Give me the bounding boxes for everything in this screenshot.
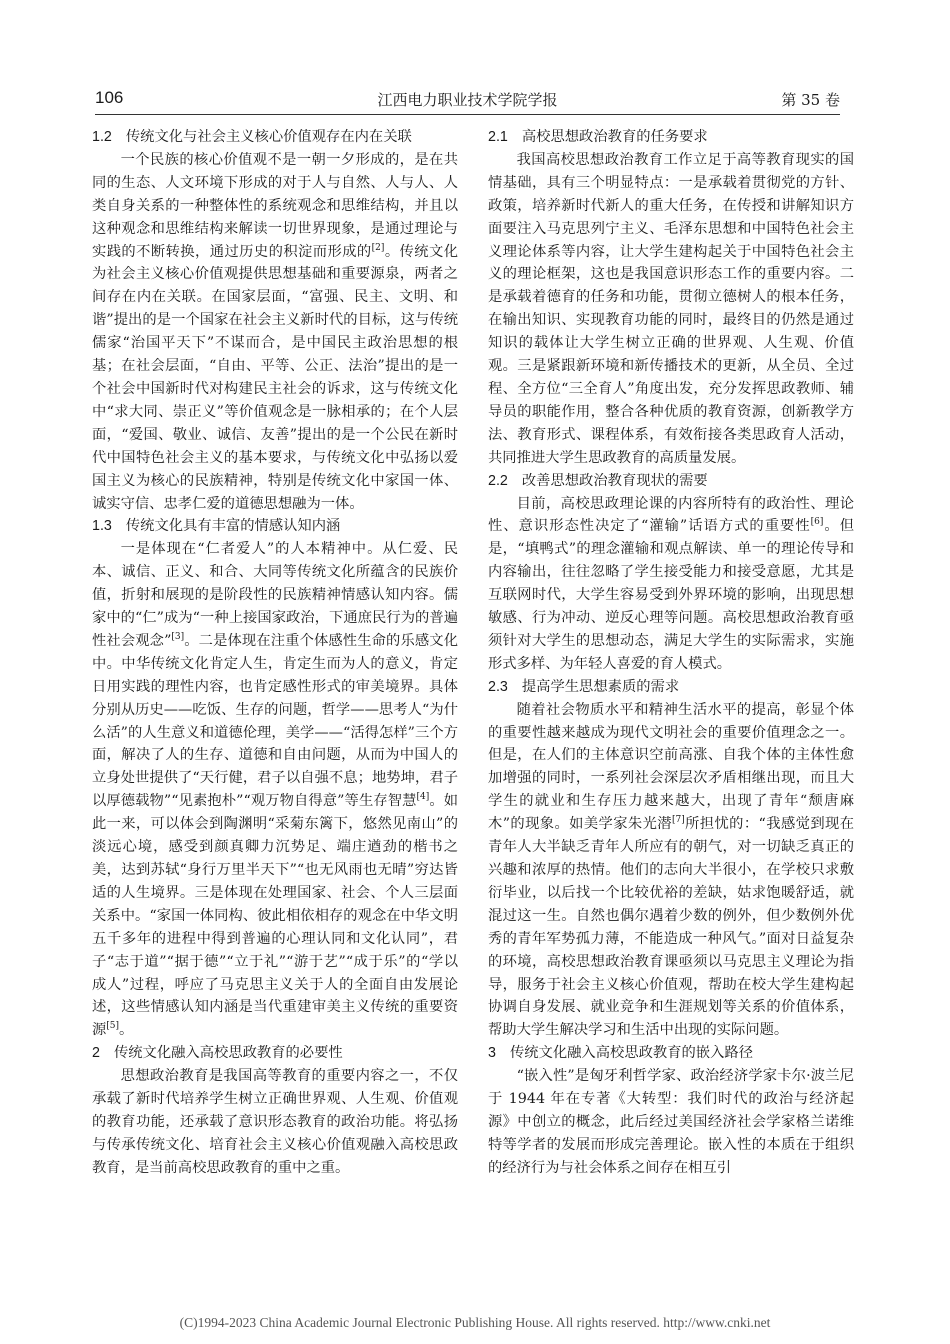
paragraph: 一个民族的核心价值观不是一朝一夕形成的，是在共同的生态、人文环境下形成的对于人与自然、人与人、人类自身关系的一种整体性的系统观念和思维结构，并且以这种观念和思维结构来解读一切世界现象，是通过理论与实践的不断转换，通过历史的积淀而形成的[2]。传统文化为社会主义核心价值观提供思想基础和重要源泉，两者之间存在内在关联。在国家层面，“富强、民主、文明、和谐”提出的是一个国家在社会主义新时代的目标，这与传统儒家“治国平天下”不谋而合，是中国民主政治思想的根基；在社会层面，“自由、平等、公正、法治”提出的是一个社会中国新时代对构建民主社会的诉求，这与传统文化中“求大同、崇正义”等价值观念是一脉相承的；在个人层面，“爱国、敬业、诚信、友善”提出的是一个公民在新时代中国特色社会主义的基本要求，与传统文化中弘扬以爱国主义为核心的民族精神，特别是传统文化中家国一体、诚实守信、忠孝仁爱的道德思想融为一体。: [92, 151, 458, 512]
section-heading-1-2: 1.2 传统文化与社会主义核心价值观存在内在关联: [92, 129, 412, 145]
citation-ref[interactable]: [6]: [810, 517, 824, 528]
paragraph: 随着社会物质水平和精神生活水平的提高，彰显个体的重要性越来越成为现代文明社会的重要价值理念之一。但是，在人们的主体意识空前高涨、自我个体的主体性愈加增强的同时，一系列社会深层次矛盾相继出现，而且大学生的就业和生存压力越来越大，出现了青年“颓唐麻木”的现象。如美学家朱光潜[7]所担忧的：“我感觉到现在青年人大半缺乏青年人所应有的朝气，对一切缺乏真正的兴趣和浓厚的热情。他们的志向大半很小，在学校只求敷衍毕业，以后找一个比较优裕的差缺，姑求饱暖舒适，就混过这一生。自然也偶尔遇着少数的例外，但少数例外优秀的青年军势孤力薄，不能造成一种风气。”面对日益复杂的环境，高校思想政治教育课亟须以马克思主义理论为指导，服务于社会主义核心价值观，帮助在校大学生建构起协调自身发展、就业竞争和生涯规划等关系的价值体系，帮助大学生解决学习和生活中出现的实际问题。: [488, 701, 854, 1039]
paragraph: “嵌入性”是匈牙利哲学家、政治经济学家卡尔·波兰尼于 1944 年在专著《大转型：我们时代的政治与经济起源》中创立的概念，此后经过美国经济社会学家格兰诺维特等学者的发展而形成完善理论。嵌入性的本质在于组织的经济行为与社会体系之间存在相互引: [488, 1068, 854, 1176]
citation-ref[interactable]: [7]: [671, 815, 685, 826]
right-column: [488, 126, 854, 1180]
page-number: 106: [95, 88, 124, 107]
paragraph: 我国高校思想政治教育工作立足于高等教育现实的国情基础，具有三个明显特点：一是承载着贯彻党的方针、政策，培养新时代新人的重大任务，在传授和讲解知识方面要注入马克思列宁主义、毛泽东思想和中国特色社会主义理论体系等内容，让大学生建构起关于中国特色社会主义的理论框架，这也是我国意识形态工作的重要内容。二是承载着德育的任务和功能，贯彻立德树人的根本任务，在输出知识、实现教育功能的同时，最终目的仍然是通过知识的载体让大学生树立正确的世界观、人生观、价值观。三是紧跟新环境和新传播技术的更新，从全员、全过程、全方位“三全育人”角度出发，充分发挥思政教师、辅导员的职能作用，整合各种优质的教育资源，创新教学方法、教育形式、课程体系，有效衔接各类思政育人活动，共同推进大学生思政教育的高质量发展。: [488, 151, 854, 466]
citation-ref[interactable]: [2]: [371, 242, 385, 253]
section-heading-2-3: 2.3 提高学生思想素质的需求: [488, 678, 680, 695]
paragraph: 目前，高校思政理论课的内容所特有的政治性、理论性、意识形态性决定了“灌输”话语方式的重要性[6]。但是，“填鸭式”的理念灌输和观点解读、单一的理论传导和内容输出，往往忽略了学生接受能力和接受意愿，尤其是互联网时代，大学生容易受到外界环境的影响，出现思想敏感、行为冲动、逆反心理等问题。高校思想政治教育亟须针对大学生的思想动态，满足大学生的实际需求，实施形式多样、为年轻人喜爱的育人模式。: [488, 495, 854, 672]
journal-title: 江西电力职业技术学院学报: [377, 91, 558, 109]
header-rule: [95, 114, 840, 115]
section-heading-3: 3 传统文化融入高校思政教育的嵌入路径: [488, 1045, 753, 1062]
citation-ref[interactable]: [4]: [416, 792, 430, 803]
section-heading-2-1: 2.1 高校思想政治教育的任务要求: [488, 129, 708, 145]
paragraph: 思想政治教育是我国高等教育的重要内容之一，不仅承载了新时代培养学生树立正确世界观、人生观、价值观的教育功能，还承载了意识形态教育的政治功能。将弘扬与传承传统文化、培育社会主义核心价值观融入高校思政教育，是当前高校思政教育的重中之重。: [92, 1068, 458, 1176]
left-column: [92, 126, 458, 1180]
section-heading-1-3: 1.3 传统文化具有丰富的情感认知内涵: [92, 518, 341, 535]
volume-label: 第 35 卷: [781, 91, 840, 109]
copyright-footer: (C)1994-2023 China Academic Journal Electronic Publishing House. All rights reserved. http://www.cnki.net: [179, 1315, 771, 1330]
page-header: [95, 88, 840, 112]
section-heading-2-2: 2.2 改善思想政治教育现状的需要: [488, 472, 708, 489]
paragraph: 一是体现在“仁者爱人”的人本精神中。从仁爱、民本、诚信、正义、和合、大同等传统文化所蕴含的民族价值，折射和展现的是阶段性的民族精神情感认知内容。儒家中的“仁”成为“一种上接国家政治，下通庶民行为的普遍性社会观念”[3]。二是体现在注重个体感性生命的乐感文化中。中华传统文化肯定人生，肯定生而为人的意义，肯定日用实践的理性内容，也肯定感性形式的审美境界。具体分别从历史——吃饭、生存的问题，哲学——思考人“为什么活”的人生意义和道德伦理，美学——“活得怎样”三个方面，解决了人的生存、道德和自由问题，从而为中国人的立身处世提供了“天行健，君子以自强不息；地势坤，君子以厚德载物”“见素抱朴”“观万物自得意”等生存智慧[4]。如此一来，可以体会到陶渊明“采菊东篱下，悠然见南山”的淡远心境，感受到颜真卿力沉势足、端庄遒劲的楷书之美，达到苏轼“身行万里半天下”“也无风雨也无晴”穷达皆适的人生境界。三是体现在处理国家、社会、个人三层面关系中。“家国一体同构、彼此相依相存的观念在中华文明五千多年的进程中得到普遍的心理认同和文化认同”，君子“志于道”“据于德”“立于礼”“游于艺”“成于乐”的“学以成人”过程，呼应了马克思主义关于人的全面自由发展论述，这些情感认知内涵是当代重建审美主义传统的重要资源[5]。: [92, 541, 459, 1039]
citation-ref[interactable]: [5]: [106, 1021, 120, 1032]
section-heading-2: 2 传统文化融入高校思政教育的必要性: [92, 1045, 343, 1062]
citation-ref[interactable]: [3]: [171, 632, 185, 643]
